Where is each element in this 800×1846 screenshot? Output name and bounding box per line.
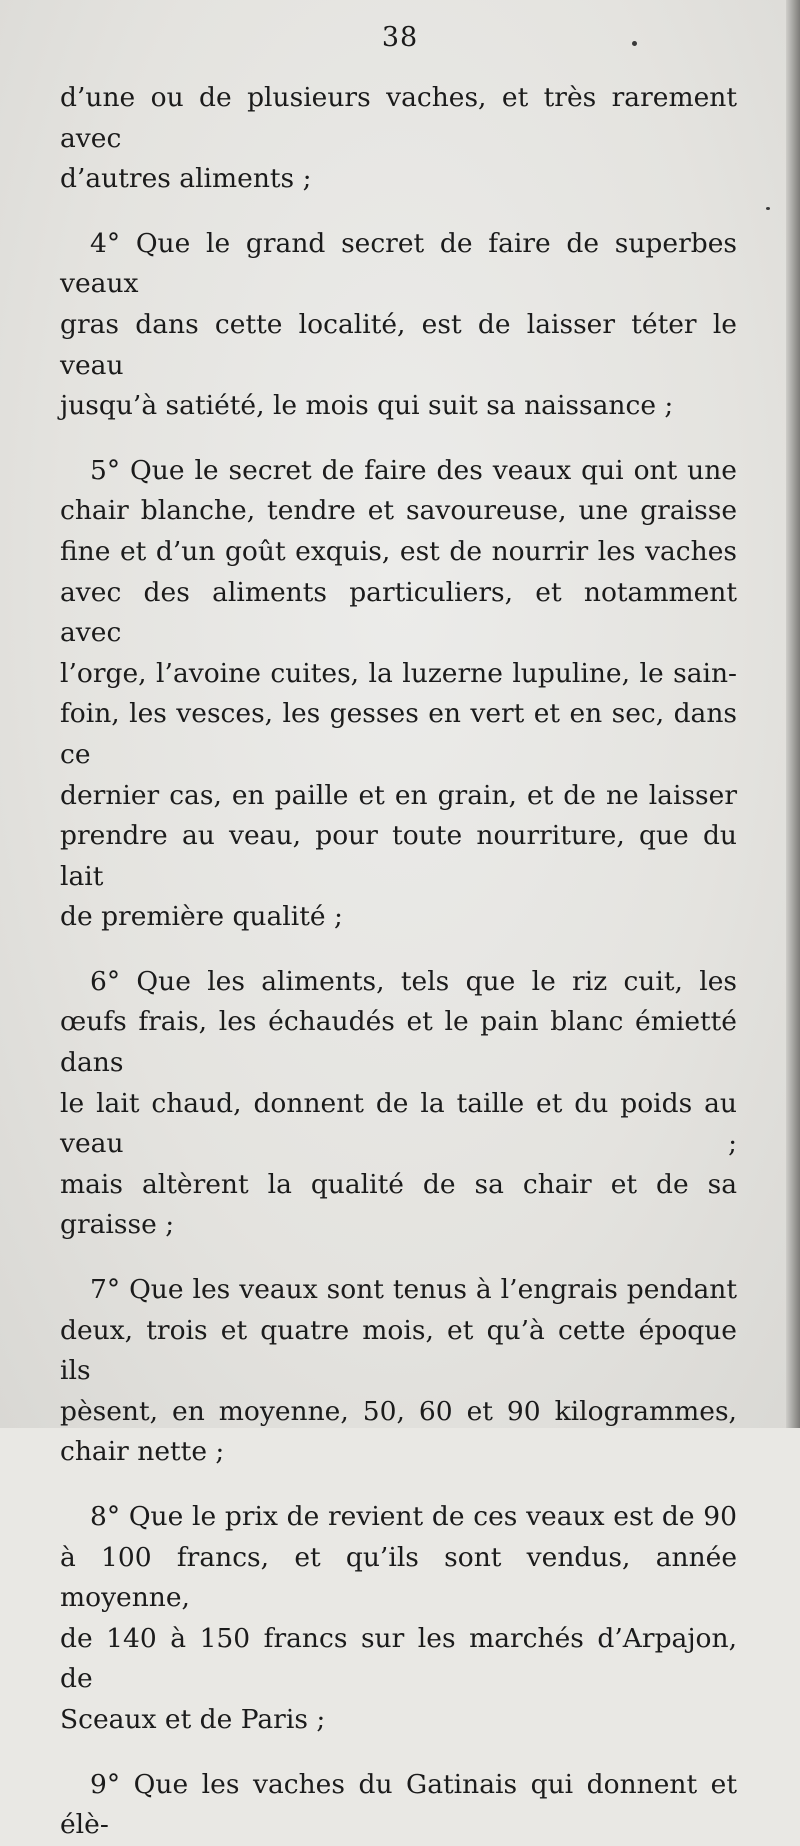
text-line: l’orge, l’avoine cuites, la luzerne lupuline, le sain- [60, 657, 737, 689]
text-line: fine et d’un goût exquis, est de nourrir les vaches [60, 535, 737, 567]
page-edge-shadow [786, 0, 800, 1428]
text-line: prendre au veau, pour toute nourriture, que du lait [60, 820, 737, 892]
page-number: 38 [381, 22, 419, 53]
text-line: mais altèrent la qualité de sa chair et de sa graisse ; [60, 1168, 737, 1241]
text-line: 7° Que les veaux sont tenus à l’engrais pendant [90, 1274, 737, 1306]
text-line: foin, les vesces, les gesses en vert et en sec, dans ce [60, 698, 737, 770]
text-line: jusqu’à satiété, le mois qui suit sa naissance ; [60, 390, 674, 422]
text-line: 4° Que le grand secret de faire de superbes veaux [60, 227, 737, 300]
text-line: œufs frais, les échaudés et le pain blanc émietté dans [60, 1006, 737, 1079]
text-line: d’autres aliments ; [60, 163, 312, 195]
body-text [60, 78, 737, 1846]
text-line: chair nette ; [60, 1436, 225, 1468]
text-line: de 140 à 150 francs sur les marchés d’Arpajon, de [60, 1622, 737, 1695]
text-line: le lait chaud, donnent de la taille et du poids au veau ; [60, 1087, 737, 1160]
text-line: dernier cas, en paille et en grain, et de ne laisser [60, 779, 737, 811]
text-line: deux, trois et quatre mois, et qu’à cette époque ils [60, 1314, 737, 1387]
text-line: de première qualité ; [60, 901, 343, 933]
text-line: gras dans cette localité, est de laisser téter le veau [60, 308, 737, 381]
text-line: 6° Que les aliments, tels que le riz cuit, les [90, 965, 737, 997]
text-line: d’une ou de plusieurs vaches, et très rarement avec [60, 82, 737, 154]
text-line: pèsent, en moyenne, 50, 60 et 90 kilogrammes, [60, 1395, 737, 1427]
text-line: 9° Que les vaches du Gatinais qui donnent et élè- [60, 1768, 737, 1841]
text-line: à 100 francs, et qu’ils sont vendus, année moyenne, [60, 1541, 737, 1614]
ink-speck [766, 207, 770, 210]
text-line: Sceaux et de Paris ; [60, 1703, 326, 1735]
text-line: 5° Que le secret de faire des veaux qui ont une [90, 454, 737, 486]
text-line: 8° Que le prix de revient de ces veaux est de 90 [90, 1501, 737, 1532]
ink-speck [632, 41, 637, 46]
text-line: chair blanche, tendre et savoureuse, une graisse [60, 495, 737, 527]
text-line: avec des aliments particuliers, et notamment avec [60, 576, 737, 649]
